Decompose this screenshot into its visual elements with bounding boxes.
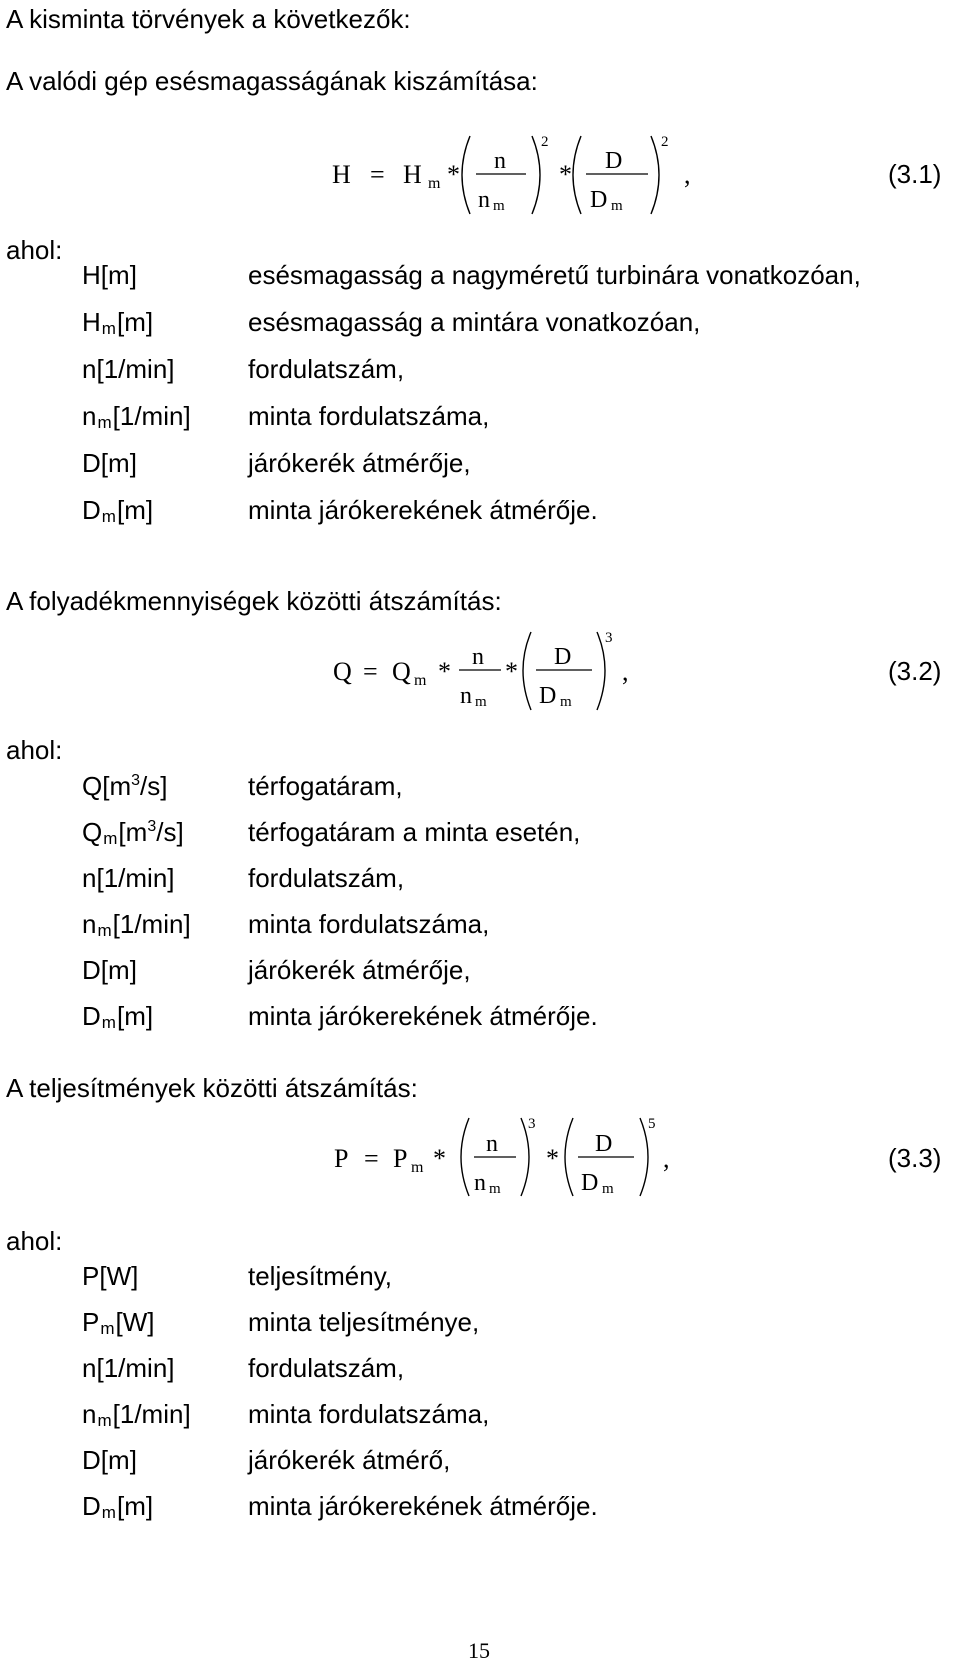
eq1-frac2-num: D	[605, 148, 623, 174]
eq2-paren-open	[523, 632, 531, 710]
eq1-exp1: 2	[541, 134, 549, 150]
eq1-paren-open-1	[462, 136, 470, 214]
eq2-frac2-num: D	[554, 644, 572, 670]
symbol-letter: n	[82, 1399, 97, 1429]
eq1-comma: ,	[684, 160, 691, 189]
unit: m	[124, 307, 146, 337]
unit: m	[108, 1445, 130, 1475]
definition-description: teljesítmény,	[248, 1261, 393, 1291]
eq3-frac1-num: n	[486, 1131, 498, 1157]
eq3-mult2: *	[546, 1144, 559, 1173]
eq3-number: (3.3)	[888, 1143, 942, 1173]
unit: 1/min	[119, 909, 184, 939]
definition-description: minta fordulatszáma,	[248, 401, 490, 431]
unit: m	[109, 771, 132, 801]
eq1-paren-open-2	[573, 136, 581, 214]
eq3-frac2-num: D	[595, 1131, 613, 1157]
unit-open: [	[96, 354, 104, 384]
unit: 1/min	[103, 1353, 168, 1383]
section2-ahol: ahol:	[6, 735, 63, 765]
definition-description: járókerék átmérője,	[248, 448, 471, 478]
definition-row	[0, 1355, 960, 1387]
unit-close: ]	[160, 771, 168, 801]
eq1-frac2-den-sub: m	[611, 198, 623, 214]
unit-open: [	[96, 1353, 104, 1383]
eq1-number: (3.1)	[888, 159, 942, 189]
eq3-exp2: 5	[648, 1116, 656, 1132]
definition-symbol	[82, 307, 154, 338]
eq3-paren-close-2	[640, 1118, 648, 1196]
symbol-letter: D	[82, 1491, 101, 1521]
unit-open: [	[100, 1445, 109, 1475]
eq1-exp2: 2	[661, 134, 669, 150]
unit-open: [	[100, 955, 109, 985]
eq3-paren-open-1	[461, 1118, 469, 1196]
symbol-subscript: m	[97, 921, 112, 940]
definition-symbol	[82, 773, 168, 799]
unit-open: [	[116, 307, 125, 337]
unit-close: ]	[145, 307, 154, 337]
equation-3-1-formula	[0, 130, 960, 230]
definition-row	[0, 356, 960, 388]
unit: 1/min	[103, 354, 168, 384]
eq1-equals: =	[370, 160, 385, 189]
eq3-equals: =	[364, 1144, 379, 1173]
definition-symbol	[82, 1263, 138, 1289]
definition-symbol	[82, 1307, 155, 1338]
eq3-frac2-den-sub: m	[602, 1181, 614, 1197]
symbol-letter: H	[82, 260, 101, 290]
unit: m	[124, 495, 146, 525]
definition-description: térfogatáram a minta esetén,	[248, 817, 581, 847]
definition-row	[0, 309, 960, 341]
symbol-letter: H	[82, 307, 101, 337]
definition-description: esésmagasság a mintára vonatkozóan,	[248, 307, 701, 337]
unit-open: [	[100, 260, 109, 290]
definition-symbol	[82, 817, 184, 848]
definition-symbol	[82, 1001, 154, 1032]
eq2-mult1: *	[438, 657, 451, 686]
eq2-frac1-num: n	[472, 644, 484, 670]
eq3-lhs: P	[334, 1144, 349, 1173]
definition-row	[0, 957, 960, 989]
eq3-base: P	[393, 1144, 408, 1173]
unit-close: ]	[183, 909, 191, 939]
symbol-letter: D	[82, 495, 101, 525]
unit-close: ]	[167, 354, 175, 384]
symbol-letter: Q	[82, 817, 103, 847]
eq1-paren-close-2	[651, 136, 659, 214]
unit: 1/min	[119, 401, 184, 431]
unit-close: ]	[167, 863, 175, 893]
equation-3-2-formula	[0, 620, 960, 720]
eq2-frac1-den: n	[460, 683, 472, 709]
definition-description: minta fordulatszáma,	[248, 1399, 490, 1429]
unit-close: ]	[129, 448, 137, 478]
definition-row	[0, 819, 960, 851]
definition-description: fordulatszám,	[248, 354, 405, 384]
unit: W	[122, 1307, 148, 1337]
definition-row	[0, 403, 960, 435]
eq2-frac1-den-sub: m	[475, 694, 487, 710]
section1-heading: A valódi gép esésmagasságának kiszámítása:	[6, 66, 538, 96]
unit-open: [	[112, 401, 120, 431]
definition-description: fordulatszám,	[248, 863, 405, 893]
definition-description: minta teljesítménye,	[248, 1307, 480, 1337]
unit-open: [	[115, 1307, 123, 1337]
eq2-equals: =	[363, 657, 378, 686]
eq1-frac1-num: n	[494, 148, 506, 174]
symbol-letter: D	[82, 955, 101, 985]
unit-superscript: 3	[147, 818, 157, 835]
unit: m	[124, 1001, 146, 1031]
definition-description: minta járókerekének átmérője.	[248, 1491, 598, 1521]
unit: 1/min	[103, 863, 168, 893]
section2-heading: A folyadékmennyiségek közötti átszámítás:	[6, 586, 502, 616]
unit-open: [	[118, 817, 126, 847]
unit-open: [	[100, 448, 109, 478]
definition-symbol	[82, 495, 154, 526]
unit-close: ]	[145, 1491, 154, 1521]
page-number: 15	[468, 1638, 490, 1663]
eq1-base: H	[403, 160, 422, 189]
unit: m	[108, 260, 130, 290]
definition-symbol	[82, 262, 137, 288]
eq3-exp1: 3	[528, 1116, 536, 1132]
definition-symbol	[82, 401, 191, 432]
definition-symbol	[82, 957, 137, 983]
eq3-mult1: *	[433, 1144, 446, 1173]
unit-open: [	[116, 1001, 125, 1031]
eq2-lhs: Q	[333, 657, 352, 686]
definition-symbol	[82, 909, 191, 940]
symbol-letter: n	[82, 1353, 97, 1383]
definition-row	[0, 497, 960, 529]
definition-symbol	[82, 1447, 137, 1473]
symbol-subscript: m	[100, 1319, 115, 1338]
unit-close: ]	[145, 1001, 154, 1031]
definition-description: járókerék átmérője,	[248, 955, 471, 985]
definition-symbol	[82, 356, 175, 382]
unit-close: ]	[183, 1399, 191, 1429]
unit-close: ]	[176, 817, 184, 847]
unit-close: ]	[129, 260, 137, 290]
symbol-letter: n	[82, 354, 97, 384]
symbol-letter: n	[82, 863, 97, 893]
eq2-base: Q	[392, 657, 411, 686]
unit: 1/min	[119, 1399, 184, 1429]
unit-rest: /s	[156, 817, 177, 847]
symbol-subscript: m	[101, 319, 116, 338]
eq3-paren-open-2	[565, 1118, 573, 1196]
eq3-frac1-den: n	[474, 1170, 486, 1196]
eq2-comma: ,	[622, 657, 629, 686]
definition-symbol	[82, 450, 137, 476]
intro-text: A kisminta törvények a következők:	[6, 4, 411, 34]
symbol-subscript: m	[97, 1411, 112, 1430]
symbol-subscript: m	[101, 507, 116, 526]
eq2-mult2: *	[505, 657, 518, 686]
unit-open: [	[112, 909, 120, 939]
symbol-letter: D	[82, 1001, 101, 1031]
definition-description: minta fordulatszáma,	[248, 909, 490, 939]
eq3-frac2-den: D	[581, 1170, 599, 1196]
unit-open: [	[102, 771, 110, 801]
eq1-paren-close-1	[532, 136, 540, 214]
eq1-mult1: *	[447, 160, 460, 189]
unit-close: ]	[129, 955, 137, 985]
unit: m	[108, 955, 130, 985]
section3-heading: A teljesítmények közötti átszámítás:	[6, 1073, 418, 1103]
definition-description: járókerék átmérő,	[248, 1445, 451, 1475]
definition-symbol	[82, 1355, 175, 1381]
definition-row	[0, 1447, 960, 1479]
definition-description: esésmagasság a nagyméretű turbinára vonatkozóan,	[248, 260, 861, 290]
eq2-frac2-den-sub: m	[560, 694, 572, 710]
unit-close: ]	[167, 1353, 175, 1383]
eq3-comma: ,	[663, 1144, 670, 1173]
unit-open: [	[99, 1261, 107, 1291]
definition-description: fordulatszám,	[248, 1353, 405, 1383]
equation-3-3	[0, 1110, 960, 1210]
equation-3-1	[0, 130, 960, 230]
symbol-letter: P	[82, 1261, 100, 1291]
definition-row	[0, 262, 960, 294]
section3-ahol: ahol:	[6, 1226, 63, 1256]
eq2-exp: 3	[605, 630, 613, 646]
eq1-frac1-den-sub: m	[493, 198, 505, 214]
definition-row	[0, 1401, 960, 1433]
definition-description: térfogatáram,	[248, 771, 403, 801]
equation-3-3-formula	[0, 1110, 960, 1210]
unit-close: ]	[145, 495, 154, 525]
symbol-subscript: m	[101, 1503, 116, 1522]
symbol-letter: n	[82, 909, 97, 939]
eq3-base-sub: m	[411, 1159, 424, 1176]
definition-row	[0, 911, 960, 943]
eq2-number: (3.2)	[888, 656, 942, 686]
unit-open: [	[116, 1491, 125, 1521]
definition-row	[0, 1309, 960, 1341]
definition-row	[0, 450, 960, 482]
definition-row	[0, 865, 960, 897]
symbol-letter: D	[82, 1445, 101, 1475]
symbol-letter: n	[82, 401, 97, 431]
unit: W	[106, 1261, 132, 1291]
unit-close: ]	[147, 1307, 155, 1337]
eq2-base-sub: m	[414, 672, 427, 689]
eq1-base-sub: m	[428, 175, 441, 192]
definition-symbol	[82, 1491, 154, 1522]
symbol-subscript: m	[103, 829, 118, 848]
eq2-frac2-den: D	[539, 683, 557, 709]
unit: m	[124, 1491, 146, 1521]
unit-open: [	[116, 495, 125, 525]
symbol-subscript: m	[97, 413, 112, 432]
eq1-mult2: *	[559, 160, 572, 189]
symbol-letter: D	[82, 448, 101, 478]
definition-symbol	[82, 865, 175, 891]
unit-open: [	[96, 863, 104, 893]
unit-close: ]	[129, 1445, 137, 1475]
eq1-lhs: H	[332, 160, 351, 189]
unit-close: ]	[131, 1261, 139, 1291]
definition-row	[0, 1263, 960, 1295]
unit-close: ]	[183, 401, 191, 431]
eq1-frac2-den: D	[590, 187, 608, 213]
unit-open: [	[112, 1399, 120, 1429]
definition-row	[0, 1003, 960, 1035]
definition-description: minta járókerekének átmérője.	[248, 1001, 598, 1031]
section1-ahol: ahol:	[6, 235, 63, 265]
unit: m	[125, 817, 148, 847]
definition-row	[0, 1493, 960, 1525]
eq3-frac1-den-sub: m	[489, 1181, 501, 1197]
definition-description: minta járókerekének átmérője.	[248, 495, 598, 525]
symbol-letter: Q	[82, 771, 103, 801]
unit-superscript: 3	[131, 772, 141, 789]
definition-row	[0, 773, 960, 805]
eq2-paren-close	[597, 632, 605, 710]
unit: m	[108, 448, 130, 478]
eq1-frac1-den: n	[478, 187, 490, 213]
symbol-subscript: m	[101, 1013, 116, 1032]
equation-3-2	[0, 620, 960, 720]
symbol-letter: P	[82, 1307, 100, 1337]
definition-symbol	[82, 1399, 191, 1430]
unit-rest: /s	[140, 771, 161, 801]
